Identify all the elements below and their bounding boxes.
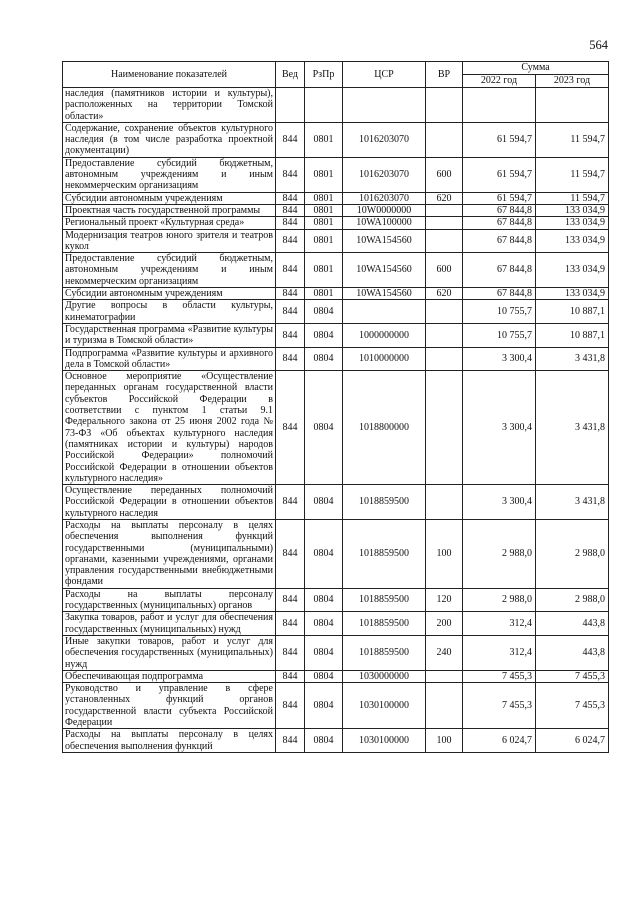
budget-table bbox=[62, 61, 609, 753]
row-name-cell: Руководство и управление в сфере установленных функций органов государственной власти субъекта Российской Федерации bbox=[63, 683, 276, 729]
row-rzpr-cell: 0804 bbox=[305, 588, 343, 612]
row-rzpr-cell: 0804 bbox=[305, 683, 343, 729]
row-sum-2022-cell: 61 594,7 bbox=[463, 122, 536, 157]
row-csr-cell: 1018800000 bbox=[343, 371, 426, 485]
row-sum-2022-cell bbox=[463, 88, 536, 123]
row-rzpr-cell: 0804 bbox=[305, 729, 343, 753]
row-sum-2022-cell: 67 844,8 bbox=[463, 229, 536, 253]
row-name-cell: Субсидии автономным учреждениям bbox=[63, 288, 276, 300]
row-rzpr-cell: 0801 bbox=[305, 253, 343, 288]
row-sum-2023-cell: 133 034,9 bbox=[536, 288, 609, 300]
table-row bbox=[63, 729, 609, 753]
table-row bbox=[63, 588, 609, 612]
row-sum-2023-cell: 11 594,7 bbox=[536, 157, 609, 192]
table-row bbox=[63, 217, 609, 229]
row-csr-cell: 10WA154560 bbox=[343, 253, 426, 288]
row-vr-cell bbox=[426, 229, 463, 253]
row-name-cell: Основное мероприятие «Осуществление переданных органам государственной власти субъектов Российской Федерации в соответствии с пунктом 1 статьи 9.1 Федерального закона от 25 июня 2002 года № 73-ФЗ «Об объектах культурного наследия (памятниках истории и культуры) народов Российской Федерации» полномочий Российской Федерации в отношении объектов культурного наследия» bbox=[63, 371, 276, 485]
row-rzpr-cell: 0801 bbox=[305, 229, 343, 253]
row-name-cell: Предоставление субсидий бюджетным, автономным учреждениям и иным некоммерческим организациям bbox=[63, 253, 276, 288]
table-row bbox=[63, 288, 609, 300]
header-vr: ВР bbox=[426, 62, 463, 88]
row-vr-cell: 620 bbox=[426, 192, 463, 204]
row-sum-2022-cell: 67 844,8 bbox=[463, 253, 536, 288]
row-ved-cell: 844 bbox=[276, 229, 305, 253]
table-row bbox=[63, 253, 609, 288]
row-csr-cell: 10W0000000 bbox=[343, 204, 426, 216]
table-body bbox=[63, 88, 609, 753]
table-row bbox=[63, 670, 609, 682]
row-ved-cell: 844 bbox=[276, 347, 305, 371]
row-csr-cell: 1010000000 bbox=[343, 347, 426, 371]
row-ved-cell: 844 bbox=[276, 253, 305, 288]
row-sum-2022-cell: 2 988,0 bbox=[463, 588, 536, 612]
row-ved-cell: 844 bbox=[276, 485, 305, 520]
row-vr-cell: 620 bbox=[426, 288, 463, 300]
row-name-cell: Другие вопросы в области культуры, кинематографии bbox=[63, 300, 276, 324]
row-rzpr-cell: 0804 bbox=[305, 635, 343, 670]
row-sum-2022-cell: 2 988,0 bbox=[463, 519, 536, 588]
row-vr-cell: 600 bbox=[426, 253, 463, 288]
row-name-cell: Региональный проект «Культурная среда» bbox=[63, 217, 276, 229]
row-sum-2023-cell: 133 034,9 bbox=[536, 217, 609, 229]
row-vr-cell: 600 bbox=[426, 157, 463, 192]
header-sum: Сумма bbox=[463, 62, 609, 75]
row-vr-cell bbox=[426, 670, 463, 682]
row-csr-cell: 1000000000 bbox=[343, 323, 426, 347]
row-csr-cell: 1016203070 bbox=[343, 157, 426, 192]
row-vr-cell: 200 bbox=[426, 612, 463, 636]
row-sum-2023-cell: 11 594,7 bbox=[536, 192, 609, 204]
row-sum-2022-cell: 67 844,8 bbox=[463, 217, 536, 229]
row-sum-2023-cell: 10 887,1 bbox=[536, 300, 609, 324]
row-sum-2023-cell: 443,8 bbox=[536, 612, 609, 636]
row-csr-cell bbox=[343, 88, 426, 123]
row-csr-cell: 10WA154560 bbox=[343, 229, 426, 253]
row-name-cell: Субсидии автономным учреждениям bbox=[63, 192, 276, 204]
row-sum-2023-cell: 133 034,9 bbox=[536, 229, 609, 253]
row-csr-cell: 1018859500 bbox=[343, 635, 426, 670]
row-sum-2022-cell: 10 755,7 bbox=[463, 300, 536, 324]
row-name-cell: Государственная программа «Развитие культуры и туризма в Томской области» bbox=[63, 323, 276, 347]
row-sum-2022-cell: 3 300,4 bbox=[463, 371, 536, 485]
row-sum-2022-cell: 10 755,7 bbox=[463, 323, 536, 347]
row-vr-cell: 100 bbox=[426, 729, 463, 753]
row-csr-cell: 1018859500 bbox=[343, 612, 426, 636]
row-csr-cell: 1030100000 bbox=[343, 729, 426, 753]
row-csr-cell: 1030000000 bbox=[343, 670, 426, 682]
row-name-cell: Содержание, сохранение объектов культурного наследия (в том числе разработка проектной документации) bbox=[63, 122, 276, 157]
row-csr-cell: 1016203070 bbox=[343, 192, 426, 204]
table-row bbox=[63, 612, 609, 636]
table-row bbox=[63, 300, 609, 324]
row-csr-cell: 1016203070 bbox=[343, 122, 426, 157]
row-rzpr-cell: 0801 bbox=[305, 204, 343, 216]
table-row bbox=[63, 485, 609, 520]
row-csr-cell bbox=[343, 300, 426, 324]
row-vr-cell: 120 bbox=[426, 588, 463, 612]
row-rzpr-cell: 0804 bbox=[305, 347, 343, 371]
row-sum-2023-cell: 133 034,9 bbox=[536, 204, 609, 216]
row-vr-cell bbox=[426, 217, 463, 229]
row-sum-2023-cell: 3 431,8 bbox=[536, 347, 609, 371]
header-year-2022: 2022 год bbox=[463, 75, 536, 88]
row-sum-2023-cell bbox=[536, 88, 609, 123]
row-sum-2022-cell: 61 594,7 bbox=[463, 192, 536, 204]
row-ved-cell: 844 bbox=[276, 670, 305, 682]
row-sum-2022-cell: 67 844,8 bbox=[463, 204, 536, 216]
row-vr-cell bbox=[426, 323, 463, 347]
row-sum-2023-cell: 2 988,0 bbox=[536, 588, 609, 612]
header-rzpr: РзПр bbox=[305, 62, 343, 88]
row-sum-2023-cell: 6 024,7 bbox=[536, 729, 609, 753]
row-sum-2023-cell: 133 034,9 bbox=[536, 253, 609, 288]
table-row bbox=[63, 347, 609, 371]
row-csr-cell: 1018859500 bbox=[343, 519, 426, 588]
row-ved-cell: 844 bbox=[276, 635, 305, 670]
row-rzpr-cell: 0801 bbox=[305, 157, 343, 192]
row-rzpr-cell bbox=[305, 88, 343, 123]
row-vr-cell bbox=[426, 485, 463, 520]
row-csr-cell: 1018859500 bbox=[343, 485, 426, 520]
row-sum-2023-cell: 2 988,0 bbox=[536, 519, 609, 588]
row-sum-2023-cell: 7 455,3 bbox=[536, 670, 609, 682]
row-ved-cell bbox=[276, 88, 305, 123]
row-ved-cell: 844 bbox=[276, 323, 305, 347]
row-name-cell: наследия (памятников истории и культуры), расположенных на территории Томской области» bbox=[63, 88, 276, 123]
row-ved-cell: 844 bbox=[276, 371, 305, 485]
row-sum-2022-cell: 312,4 bbox=[463, 635, 536, 670]
row-name-cell: Расходы на выплаты персоналу государственных (муниципальных) органов bbox=[63, 588, 276, 612]
row-ved-cell: 844 bbox=[276, 217, 305, 229]
row-csr-cell: 10WA154560 bbox=[343, 288, 426, 300]
row-sum-2022-cell: 6 024,7 bbox=[463, 729, 536, 753]
header-year-2023: 2023 год bbox=[536, 75, 609, 88]
table-row bbox=[63, 204, 609, 216]
row-sum-2023-cell: 11 594,7 bbox=[536, 122, 609, 157]
row-ved-cell: 844 bbox=[276, 204, 305, 216]
table-row bbox=[63, 88, 609, 123]
row-sum-2022-cell: 61 594,7 bbox=[463, 157, 536, 192]
table-row bbox=[63, 122, 609, 157]
table-row bbox=[63, 192, 609, 204]
row-ved-cell: 844 bbox=[276, 122, 305, 157]
row-rzpr-cell: 0804 bbox=[305, 485, 343, 520]
table-row bbox=[63, 323, 609, 347]
row-vr-cell bbox=[426, 88, 463, 123]
row-ved-cell: 844 bbox=[276, 157, 305, 192]
row-sum-2022-cell: 312,4 bbox=[463, 612, 536, 636]
row-sum-2022-cell: 3 300,4 bbox=[463, 485, 536, 520]
row-vr-cell bbox=[426, 204, 463, 216]
row-sum-2023-cell: 3 431,8 bbox=[536, 371, 609, 485]
row-ved-cell: 844 bbox=[276, 612, 305, 636]
row-rzpr-cell: 0804 bbox=[305, 323, 343, 347]
row-vr-cell bbox=[426, 347, 463, 371]
row-name-cell: Осуществление переданных полномочий Российской Федерации в отношении объектов культурного наследия bbox=[63, 485, 276, 520]
row-rzpr-cell: 0804 bbox=[305, 300, 343, 324]
row-ved-cell: 844 bbox=[276, 519, 305, 588]
row-csr-cell: 1018859500 bbox=[343, 588, 426, 612]
row-vr-cell bbox=[426, 122, 463, 157]
row-sum-2022-cell: 7 455,3 bbox=[463, 670, 536, 682]
row-sum-2022-cell: 67 844,8 bbox=[463, 288, 536, 300]
table-row bbox=[63, 683, 609, 729]
row-vr-cell: 100 bbox=[426, 519, 463, 588]
table-row bbox=[63, 229, 609, 253]
row-name-cell: Модернизация театров юного зрителя и театров кукол bbox=[63, 229, 276, 253]
row-vr-cell bbox=[426, 683, 463, 729]
header-csr: ЦСР bbox=[343, 62, 426, 88]
row-rzpr-cell: 0804 bbox=[305, 670, 343, 682]
row-ved-cell: 844 bbox=[276, 192, 305, 204]
table-row bbox=[63, 157, 609, 192]
row-rzpr-cell: 0804 bbox=[305, 371, 343, 485]
row-rzpr-cell: 0804 bbox=[305, 519, 343, 588]
table-row bbox=[63, 635, 609, 670]
row-name-cell: Закупка товаров, работ и услуг для обеспечения государственных (муниципальных) нужд bbox=[63, 612, 276, 636]
table-row bbox=[63, 371, 609, 485]
row-vr-cell: 240 bbox=[426, 635, 463, 670]
page-number: 564 bbox=[589, 38, 608, 52]
row-ved-cell: 844 bbox=[276, 300, 305, 324]
row-rzpr-cell: 0801 bbox=[305, 192, 343, 204]
header-ved: Вед bbox=[276, 62, 305, 88]
row-rzpr-cell: 0801 bbox=[305, 288, 343, 300]
row-ved-cell: 844 bbox=[276, 588, 305, 612]
row-name-cell: Расходы на выплаты персоналу в целях обеспечения выполнения функций bbox=[63, 729, 276, 753]
row-name-cell: Проектная часть государственной программы bbox=[63, 204, 276, 216]
row-vr-cell bbox=[426, 300, 463, 324]
row-sum-2023-cell: 10 887,1 bbox=[536, 323, 609, 347]
row-ved-cell: 844 bbox=[276, 683, 305, 729]
header-name: Наименование показателей bbox=[63, 62, 276, 88]
row-sum-2023-cell: 7 455,3 bbox=[536, 683, 609, 729]
row-name-cell: Расходы на выплаты персоналу в целях обеспечения выполнения функций государственными (муниципальными) органами, казенными учреждениями, органами управления государственными внебюджетными фондами bbox=[63, 519, 276, 588]
row-name-cell: Иные закупки товаров, работ и услуг для обеспечения государственных (муниципальных) нужд bbox=[63, 635, 276, 670]
row-rzpr-cell: 0804 bbox=[305, 612, 343, 636]
row-sum-2023-cell: 443,8 bbox=[536, 635, 609, 670]
row-ved-cell: 844 bbox=[276, 288, 305, 300]
row-ved-cell: 844 bbox=[276, 729, 305, 753]
row-csr-cell: 10WA100000 bbox=[343, 217, 426, 229]
row-sum-2023-cell: 3 431,8 bbox=[536, 485, 609, 520]
row-sum-2022-cell: 7 455,3 bbox=[463, 683, 536, 729]
row-sum-2022-cell: 3 300,4 bbox=[463, 347, 536, 371]
row-csr-cell: 1030100000 bbox=[343, 683, 426, 729]
row-rzpr-cell: 0801 bbox=[305, 122, 343, 157]
row-name-cell: Предоставление субсидий бюджетным, автономным учреждениям и иным некоммерческим организациям bbox=[63, 157, 276, 192]
row-name-cell: Обеспечивающая подпрограмма bbox=[63, 670, 276, 682]
row-name-cell: Подпрограмма «Развитие культуры и архивного дела в Томской области» bbox=[63, 347, 276, 371]
row-vr-cell bbox=[426, 371, 463, 485]
table-row bbox=[63, 519, 609, 588]
row-rzpr-cell: 0801 bbox=[305, 217, 343, 229]
